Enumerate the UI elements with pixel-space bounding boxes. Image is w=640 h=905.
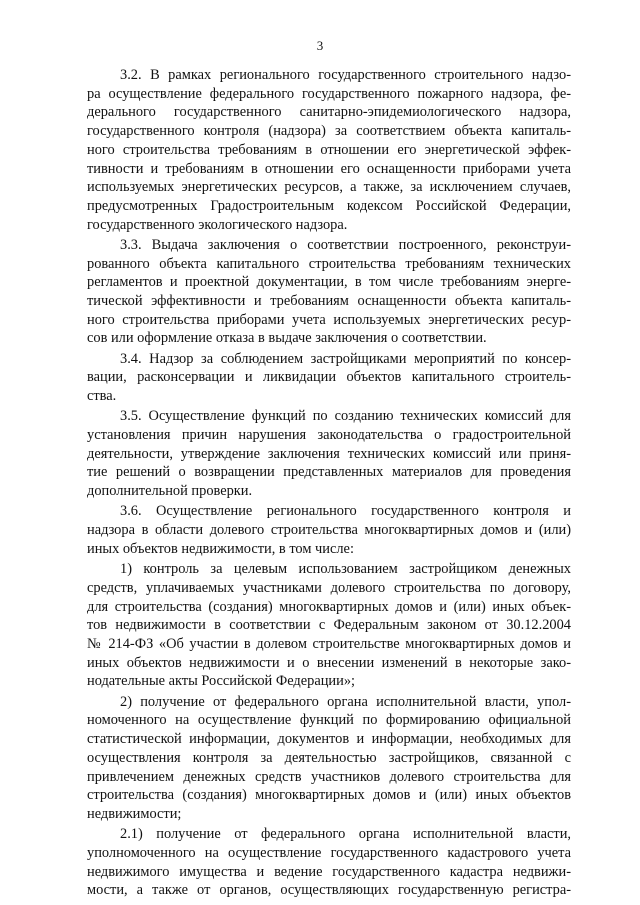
item-1-line: средств, уплачиваемых участниками долевого строительства по договору,	[87, 580, 571, 596]
paragraph-3-3-line: регламентов и проектной документации, в том числе требованиям энерге-	[87, 274, 571, 290]
item-2-line: номоченного на осуществление функций по формированию официальной	[87, 712, 571, 728]
item-2-line: 2) получение от федерального органа исполнительной власти, упол-	[120, 694, 571, 710]
item-1-line: для строительства (создания) многоквартирных домов и (или) иных объек-	[87, 599, 571, 615]
paragraph-3-2-line: предусмотренных Градостроительным кодексом Российской Федерации,	[87, 198, 571, 214]
paragraph-3-3-line: ного строительства приборами учета используемых энергетических ресур-	[87, 312, 571, 328]
paragraph-3-4-line: вации, расконсервации и ликвидации объектов капитального строитель-	[87, 369, 571, 385]
paragraph-3-5-line: деятельности, утверждение заключения технических комиссий или приня-	[87, 446, 571, 462]
item-2-1-line: уполномоченного на осуществление государственного кадастрового учета	[87, 845, 571, 861]
paragraph-3-4-line: 3.4. Надзор за соблюдением застройщиками мероприятий по консер-	[120, 351, 571, 367]
paragraph-3-2-line: 3.2. В рамках регионального государственного строительного надзо-	[120, 67, 571, 83]
paragraph-3-3-line: рованного объекта капитального строительства требованиям технических	[87, 256, 571, 272]
paragraph-3-2-line: ного строительства требованиям в отношении его энергетической эффек-	[87, 142, 571, 158]
paragraph-3-3-line: сов или оформление отказа в выдаче заключения о соответствии.	[87, 330, 487, 346]
paragraph-3-5-line: установления причин нарушения законодательства о градостроительной	[87, 427, 571, 443]
item-1-line: иных объектов недвижимости и о внесении изменений в некоторые зако-	[87, 655, 571, 671]
paragraph-3-5-line: 3.5. Осуществление функций по созданию технических комиссий для	[120, 408, 571, 424]
item-2-line: осуществления контроля за деятельностью застройщиков, связанной с	[87, 750, 571, 766]
paragraph-3-2-line: государственного контроля (надзора) за соответствием объекта капиталь-	[87, 123, 571, 139]
item-1-line: нодательные акты Российской Федерации»;	[87, 673, 356, 689]
paragraph-3-5-line: тие решений о возвращении представленных материалов для проведения	[87, 464, 571, 480]
item-2-line: привлечением денежных средств участников долевого строительства для	[87, 769, 571, 785]
paragraph-3-6-line: 3.6. Осуществление регионального государственного контроля и	[120, 503, 571, 519]
paragraph-3-6-line: надзора в области долевого строительства многоквартирных домов и (или)	[87, 522, 571, 538]
paragraph-3-2-line: дерального государственного санитарно-эпидемиологического надзора,	[87, 104, 571, 120]
item-1-line: 1) контроль за целевым использованием застройщиком денежных	[120, 561, 571, 577]
paragraph-3-2-line: ра осуществление федерального государственного пожарного надзора, фе-	[87, 86, 571, 102]
paragraph-3-2-line: государственного экологического надзора.	[87, 217, 348, 233]
item-2-1-line: недвижимого имущества и ведение государственного кадастра недвижи-	[87, 864, 571, 880]
paragraph-3-2-line: используемых энергетических ресурсов, а также, за исключением случаев,	[87, 179, 571, 195]
item-2-1-line: 2.1) получение от федерального органа исполнительной власти,	[120, 826, 571, 842]
paragraph-3-5-line: дополнительной проверки.	[87, 483, 253, 499]
paragraph-3-4-line: ства.	[87, 388, 117, 404]
item-2-line: статистической информации, документов и информации, необходимых для	[87, 731, 571, 747]
paragraph-3-2-line: тивности и требованиям в отношении его оснащенности приборами учета	[87, 161, 571, 177]
item-2-line: строительства (создания) многоквартирных домов и (или) иных объектов	[87, 787, 571, 803]
page-number: 3	[316, 38, 324, 53]
item-1-line: № 214-ФЗ «Об участии в долевом строительстве многоквартирных домов и	[87, 636, 571, 652]
paragraph-3-3-line: тической эффективности и требованиям оснащенности объекта капиталь-	[87, 293, 571, 309]
paragraph-3-6-line: иных объектов недвижимости, в том числе:	[87, 541, 354, 557]
paragraph-3-3-line: 3.3. Выдача заключения о соответствии построенного, реконструи-	[120, 237, 571, 253]
item-2-line: недвижимости;	[87, 806, 182, 822]
item-1-line: тов недвижимости в соответствии с Федеральным законом от 30.12.2004	[87, 617, 571, 633]
item-2-1-line: мости, а также от органов, осуществляющих государственную регистра-	[87, 882, 571, 898]
